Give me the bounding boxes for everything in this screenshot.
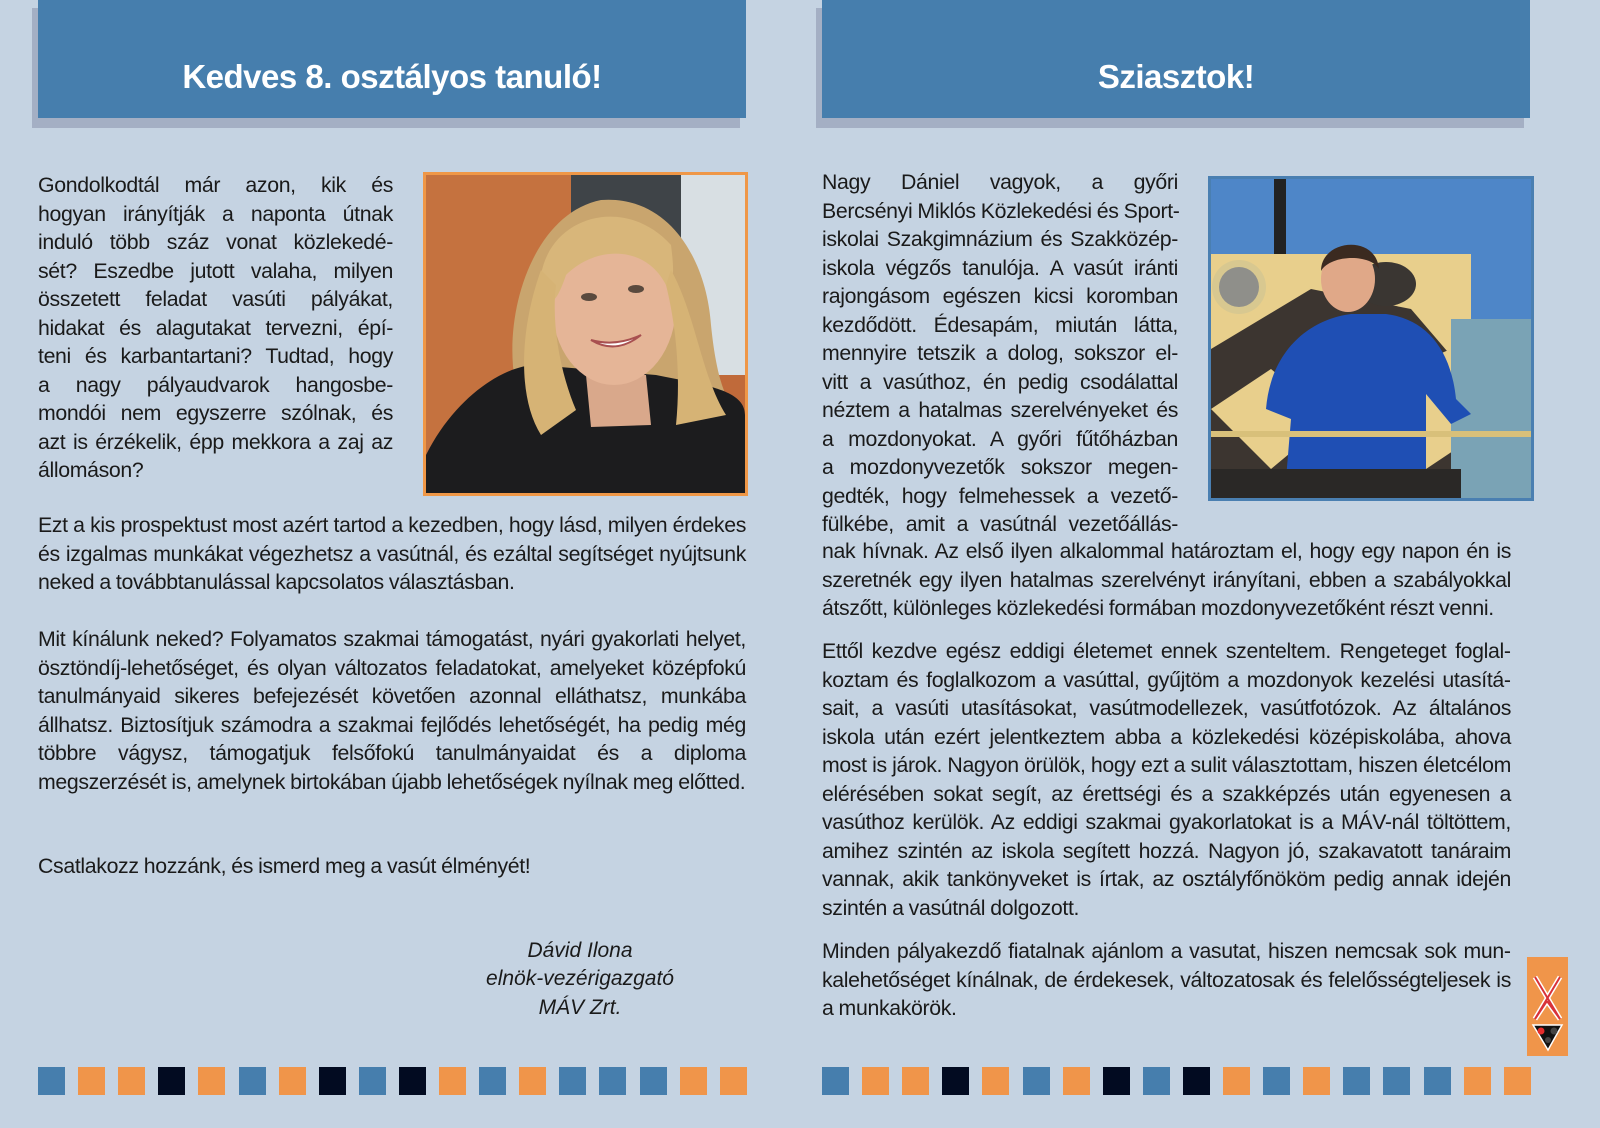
right-intro-line: gedték, hogy felmehessek a vezető- [822,483,1178,508]
right-intro-paragraph [822,168,1178,539]
decorative-square-blue [1143,1067,1170,1095]
decorative-square-blue [1424,1067,1451,1095]
decorative-square-blue [599,1067,626,1095]
right-intro-line: mennyire tetszik a dolog, sokszor el- [822,341,1178,365]
left-intro-line: állomáson? [38,458,144,482]
railway-crossing-signal-icon [1527,957,1568,1056]
left-intro-line: teni és karbantartani? Tudtad, hogy [38,344,393,368]
decorative-square-navy [942,1067,969,1095]
decorative-square-orange [78,1067,105,1095]
decorative-square-orange [720,1067,747,1095]
left-heading: Kedves 8. osztályos tanuló! [182,58,602,95]
left-intro-line: Gondolkodtál már azon, kik és [38,173,393,197]
decorative-square-blue [1383,1067,1410,1095]
left-paragraph-3: Mit kínálunk neked? Folyamatos szakmai támogatást, nyári gyakorlati helyet, ösztöndíj-lehetőséget, és olyan változatos feladatokat, amelyeket középfokú tanulmányaid sikeres befejezését követően azonnal elláthatsz, munkába állhatsz. Biztosítjuk számodra a szakmai fejlődés lehetőségét, ha pedig még többre vágysz, támogatjuk felsőfokú tanulmányaidat és a diploma megszerzését is, amelynek birtokában újabb lehetőségek nyílnak meg előtted. [38,627,746,794]
left-intro-line: hidakat és alagutakat tervezni, épí- [38,315,393,340]
portrait-photo-david-ilona [423,172,748,496]
right-intro-line: fülkébe, amit a vasútnál vezetőállás- [822,512,1178,536]
right-paragraph-2: Ettől kezdve egész eddigi életemet ennek szenteltem. Rengeteget foglalkoztam és foglalkozom a vasúttal, gyűjtöm a mozdonyok kezelési utasításait, a vasúti utasításokat, vasútmodellezek, vasútfotózok. Az általános iskola után ezért jelentkeztem abba a közlekedési középiskolába, ahova most is járok. Nagyon örülök, hogy ezt a sulit választottam, hiszen életcélom elérésében sokat segít, az érettségi és a szakképzés után egyenesen a vasúthoz kerülök. Az eddigi szakmai gyakorlatokat is a MÁV-nál töltöttem, amihez szintén az iskola segített hozzá. Nagyon jó, szakavatott tanáraim vannak, akik tankönyveket is írtak, az osztályfőnököm pedig annak idején szintén a vasútnál dolgozott. [822,639,1511,920]
right-paragraph-3: Minden pályakezdő fiatalnak ajánlom a vasutat, hiszen nemcsak sok munkalehetőséget kínálnak, de érdekesek, változatosak és felelősségteljesek is a munkakörök. [822,939,1511,1020]
decorative-square-orange [1303,1067,1330,1095]
decorative-square-blue [559,1067,586,1095]
decorative-square-navy [1103,1067,1130,1095]
left-intro-line: sét? Eszedbe jutott valaha, milyen [38,258,393,283]
decorative-square-orange [279,1067,306,1095]
left-intro-line: induló több száz vonat közlekedé- [38,230,393,254]
decorative-square-blue [1263,1067,1290,1095]
left-intro-line: azt is érzékelik, épp mekkora a zaj az [38,429,393,454]
left-intro-line: összetett feladat vasúti pályákat, [38,287,393,311]
left-paragraph-2: Ezt a kis prospektust most azért tartod a kezedben, hogy lásd, milyen érdekes és izgalmas munkákat végezhetsz a vasútnál, és ezáltal segítséget nyújtsunk neked a továbbtanulással kapcsolatos választásban. [38,513,746,594]
signature-name: Dávid Ilona [527,939,633,962]
photo-nagy-daniel-locomotive [1208,176,1534,501]
right-heading-banner [822,0,1530,118]
decorative-square-orange [198,1067,225,1095]
left-intro-line: a nagy pályaudvarok hangosbe- [38,372,393,397]
right-intro-line: Nagy Dániel vagyok, a győri [822,170,1178,194]
decorative-square-orange [680,1067,707,1095]
right-intro-line: Bercsényi Miklós Közlekedési és Sport- [822,198,1180,223]
decorative-square-navy [1183,1067,1210,1095]
left-heading-banner [38,0,746,118]
right-intro-line: kezdődött. Édesapám, miután látta, [822,312,1178,337]
right-intro-continuation: nak hívnak. Az első ilyen alkalommal határoztam el, hogy egy napon én is szeretnék egy ilyen hatalmas szerelvényt irányítani, ebben a szabályokkal átszőtt, különleges közlekedési formában mozdonyvezetőként részt venni. [822,539,1511,620]
decorative-square-blue [479,1067,506,1095]
left-intro-line: hogyan irányítják a naponta útnak [38,201,393,226]
portrait-image [426,175,745,493]
decorative-square-orange [1504,1067,1531,1095]
left-intro-paragraph [38,171,393,485]
decorative-square-orange [118,1067,145,1095]
left-intro-line: mondói nem egyszerre szólnak, és [38,401,393,425]
decorative-square-orange [1063,1067,1090,1095]
decorative-square-navy [319,1067,346,1095]
decorative-square-orange [982,1067,1009,1095]
decorative-square-blue [1023,1067,1050,1095]
right-intro-line: vitt a vasúthoz, én pedig csodálattal [822,369,1178,394]
signature-title: elnök-vezérigazgató [486,967,674,990]
decorative-square-blue [239,1067,266,1095]
decorative-square-orange [1223,1067,1250,1095]
right-intro-line: a mozdonyokat. A győri fűtőházban [822,426,1178,451]
signature-organization: MÁV Zrt. [538,996,622,1019]
decorative-square-blue [38,1067,65,1095]
decorative-square-navy [158,1067,185,1095]
right-heading: Sziasztok! [1097,58,1255,95]
decorative-square-orange [1464,1067,1491,1095]
decorative-square-navy [399,1067,426,1095]
decorative-square-blue [640,1067,667,1095]
right-intro-line: néztem a hatalmas szerelvényeket és [822,398,1178,422]
right-intro-line: iskolai Szakgimnázium és Szakközép- [822,227,1178,251]
decorative-square-orange [519,1067,546,1095]
right-intro-line: iskola végzős tanulója. A vasút iránti [822,255,1178,280]
decorative-square-blue [822,1067,849,1095]
decorative-square-blue [359,1067,386,1095]
decorative-square-orange [439,1067,466,1095]
left-paragraph-closing: Csatlakozz hozzánk, és ismerd meg a vasút élményét! [38,854,531,878]
decorative-squares-left [38,1067,748,1095]
decorative-square-blue [1343,1067,1370,1095]
decorative-square-orange [862,1067,889,1095]
decorative-square-orange [902,1067,929,1095]
right-intro-line: rajongásom egészen kicsi koromban [822,284,1178,308]
right-intro-line: a mozdonyvezetők sokszor megen- [822,455,1178,479]
railway-crossing-signal-logo [1527,957,1568,1056]
locomotive-photo-image [1211,179,1531,498]
decorative-squares-right [822,1067,1532,1095]
